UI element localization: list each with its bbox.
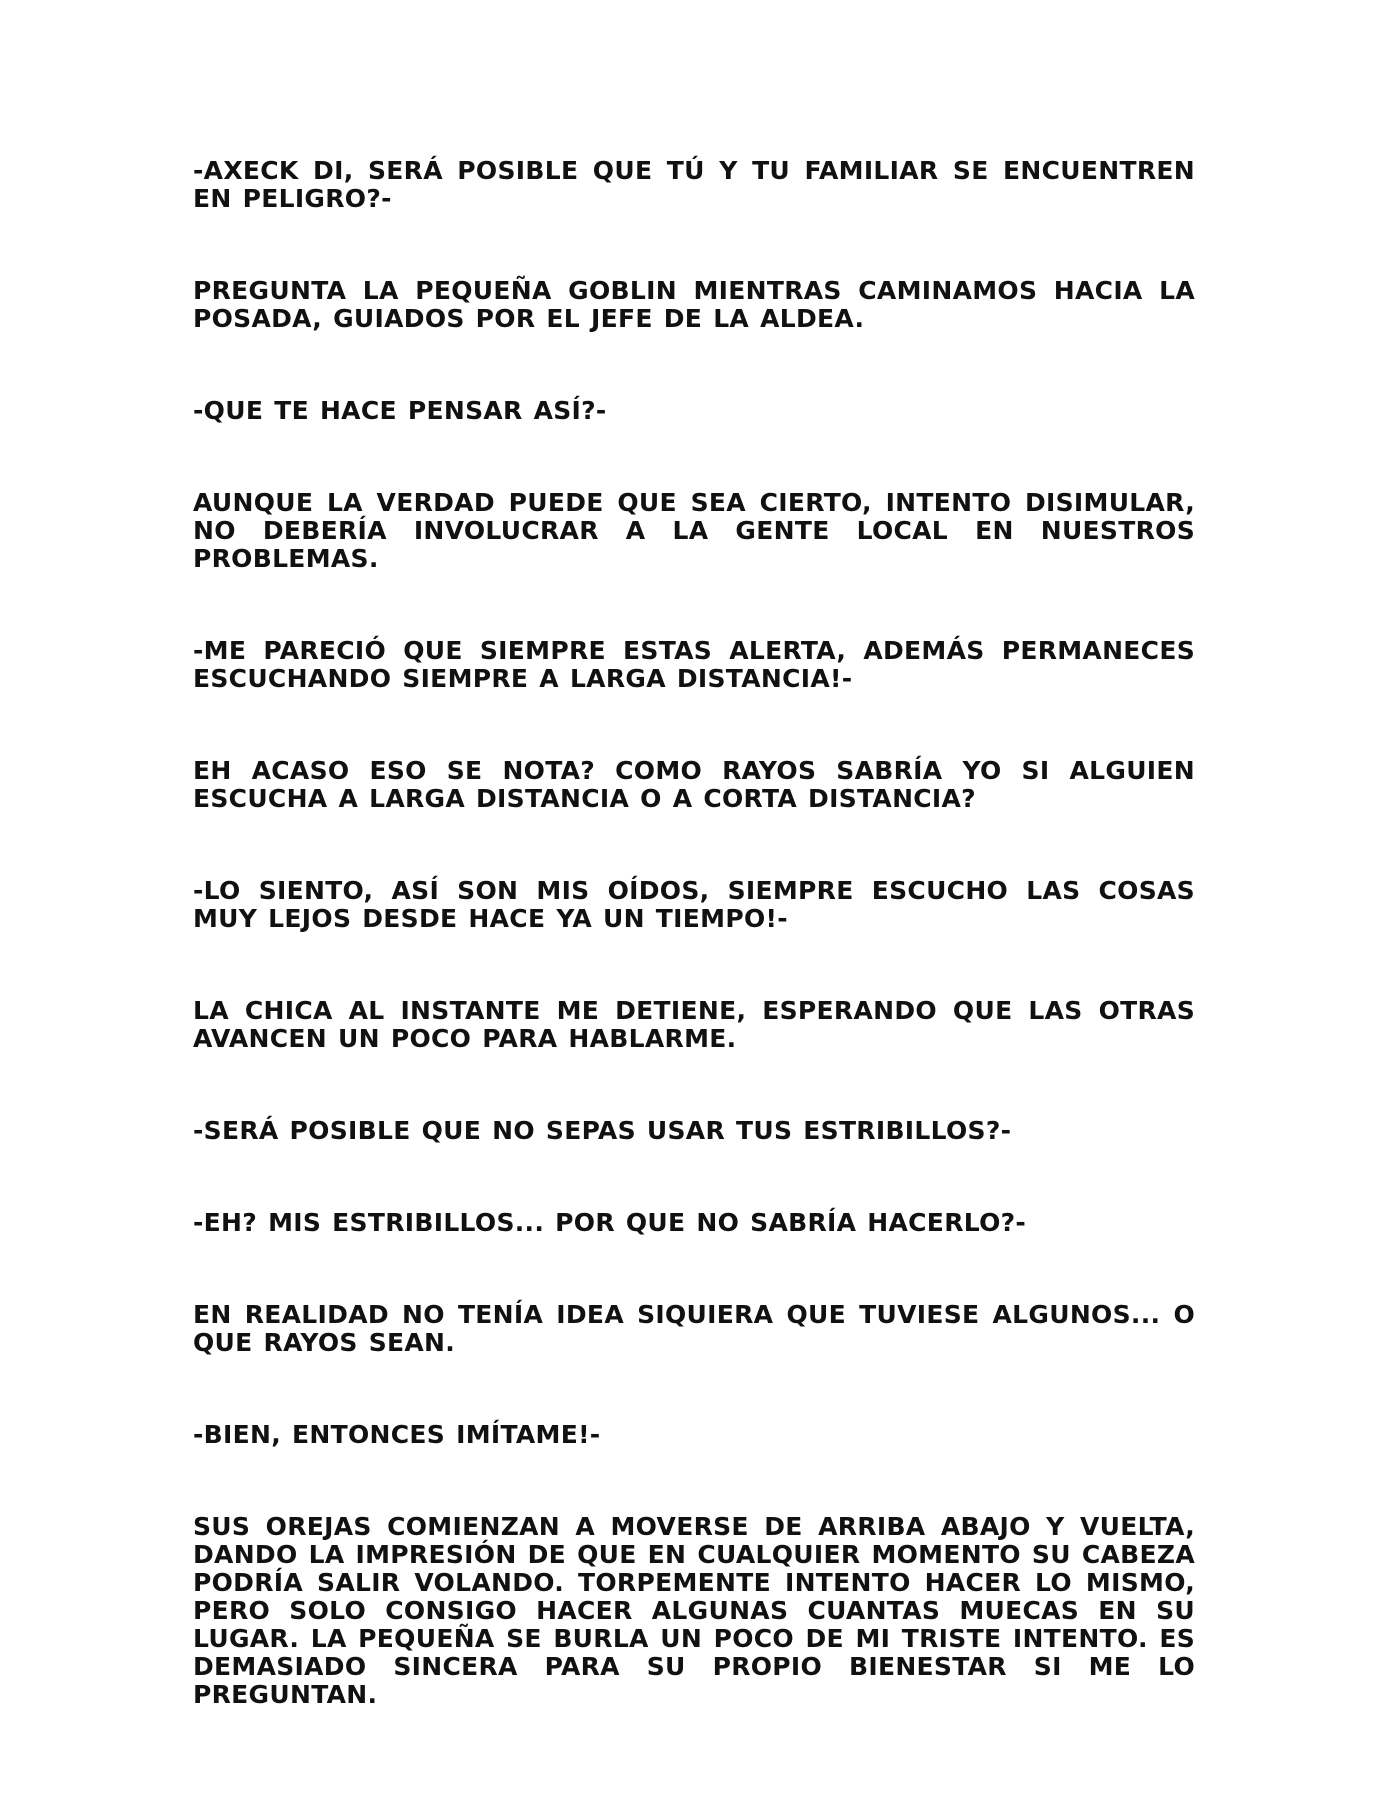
dialogue-line: -LO SIENTO, ASÍ SON MIS OÍDOS, SIEMPRE ESCUCHO LAS COSAS MUY LEJOS DESDE HACE YA UN TIEMPO!- xyxy=(193,876,1195,933)
dialogue-line: -ME PARECIÓ QUE SIEMPRE ESTAS ALERTA, ADEMÁS PERMANECES ESCUCHANDO SIEMPRE A LARGA DISTANCIA!- xyxy=(193,636,1195,693)
narration-paragraph: SUS OREJAS COMIENZAN A MOVERSE DE ARRIBA ABAJO Y VUELTA, DANDO LA IMPRESIÓN DE QUE EN CUALQUIER MOMENTO SU CABEZA PODRÍA SALIR VOLANDO. TORPEMENTE INTENTO HACER LO MISMO, PERO SOLO CONSIGO HACER ALGUNAS CUANTAS MUECAS EN SU LUGAR. LA PEQUEÑA SE BURLA UN POCO DE MI TRISTE INTENTO. ES DEMASIADO SINCERA PARA SU PROPIO BIENESTAR SI ME LO PREGUNTAN. xyxy=(193,1512,1195,1709)
dialogue-line: -SERÁ POSIBLE QUE NO SEPAS USAR TUS ESTRIBILLOS?- xyxy=(193,1116,1012,1145)
dialogue-line: -BIEN, ENTONCES IMÍTAME!- xyxy=(193,1420,601,1449)
narration-paragraph: EH ACASO ESO SE NOTA? COMO RAYOS SABRÍA YO SI ALGUIEN ESCUCHA A LARGA DISTANCIA O A CORTA DISTANCIA? xyxy=(193,756,1195,813)
narration-paragraph: PREGUNTA LA PEQUEÑA GOBLIN MIENTRAS CAMINAMOS HACIA LA POSADA, GUIADOS POR EL JEFE DE LA ALDEA. xyxy=(193,276,1195,333)
dialogue-line: -QUE TE HACE PENSAR ASÍ?- xyxy=(193,396,607,425)
dialogue-line: -AXECK DI, SERÁ POSIBLE QUE TÚ Y TU FAMILIAR SE ENCUENTREN EN PELIGRO?- xyxy=(193,156,1195,213)
dialogue-line: -EH? MIS ESTRIBILLOS... POR QUE NO SABRÍA HACERLO?- xyxy=(193,1208,1027,1237)
text-column xyxy=(193,157,1195,1709)
narration-paragraph: LA CHICA AL INSTANTE ME DETIENE, ESPERANDO QUE LAS OTRAS AVANCEN UN POCO PARA HABLARME. xyxy=(193,996,1195,1053)
narration-paragraph: AUNQUE LA VERDAD PUEDE QUE SEA CIERTO, INTENTO DISIMULAR, NO DEBERÍA INVOLUCRAR A LA GENTE LOCAL EN NUESTROS PROBLEMAS. xyxy=(193,488,1195,573)
narration-paragraph: EN REALIDAD NO TENÍA IDEA SIQUIERA QUE TUVIESE ALGUNOS... O QUE RAYOS SEAN. xyxy=(193,1300,1195,1357)
